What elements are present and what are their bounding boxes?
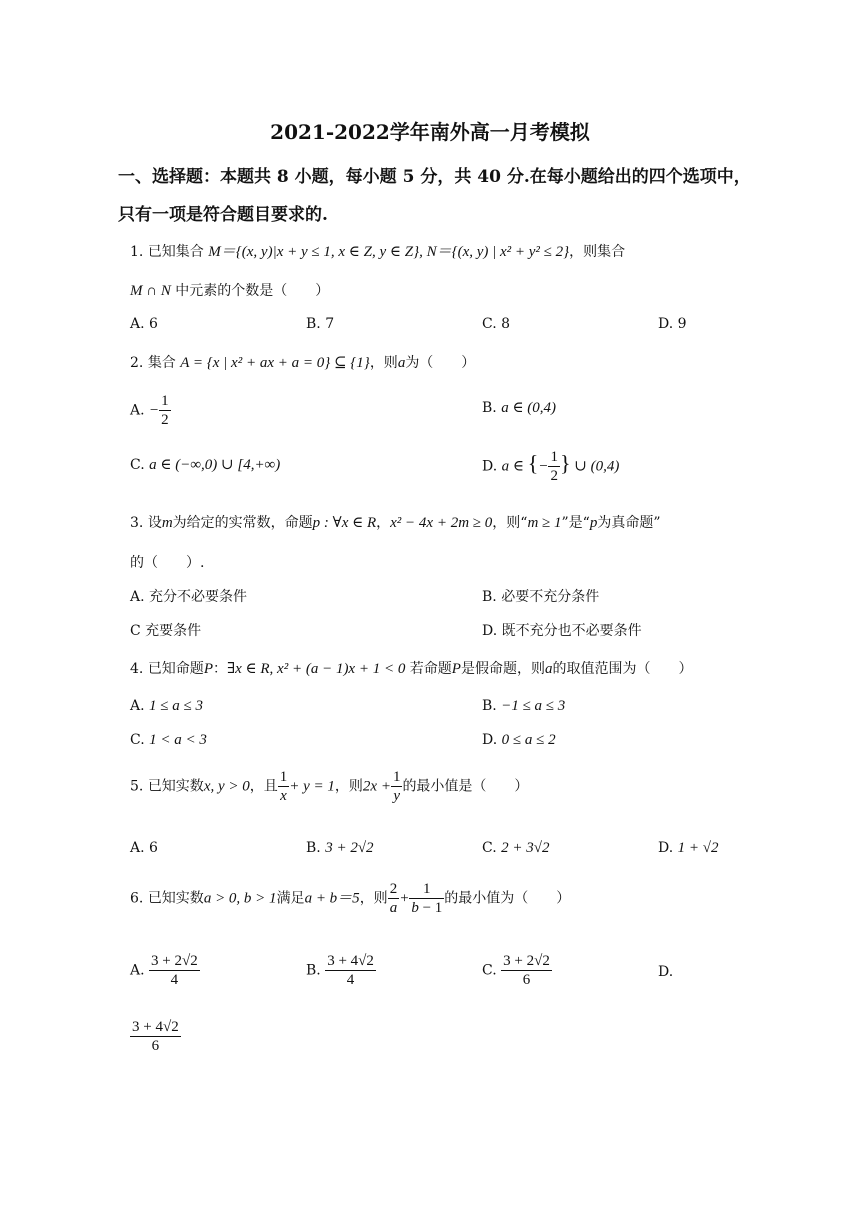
option-a: A. 6: [130, 840, 158, 856]
section-heading-line1: 一、选择题：本题共 8 小题，每小题 5 分，共 40 分.在每小题给出的四个选项中，: [118, 167, 751, 187]
question-number: 4.: [130, 661, 144, 677]
question-number: 5.: [130, 778, 144, 795]
question-1-stem: 1. 已知集合 M＝{(x, y)|x + y ≤ 1, x ∈ Z, y ∈ Z}, N＝{(x, y) | x² + y² ≤ 2}，则集合: [130, 244, 626, 260]
section-heading-line2: 只有一项是符合题目要求的.: [118, 205, 328, 225]
option-c: C. 8: [482, 316, 511, 332]
question-6-stem: 6. 已知实数a > 0, b > 1满足a + b＝5，则 $\frac{2}{a}$ + $\frac{1}{b - 1}$ 的最小值为（ ）: [130, 881, 571, 916]
question-number: 2.: [130, 355, 144, 371]
option-c: C. 2 + 3√2: [482, 840, 550, 856]
page-title: 2021-2022学年南外高一月考模拟: [270, 120, 590, 144]
option-d: D.: [658, 964, 674, 980]
option-c: C. 1 < a < 3: [130, 732, 207, 748]
question-1-stem-line2: M ∩ N 中元素的个数是（ ）: [130, 283, 330, 299]
question-4-stem: 4. 已知命题P：∃x ∈ R, x² + (a − 1)x + 1 < 0 若命题P是假命题，则a的取值范围为（ ）: [130, 661, 693, 677]
option-b: B. 必要不充分条件: [482, 589, 600, 605]
set-definition: A = {x | x² + ax + a = 0} ⊆ {1}: [180, 355, 370, 371]
option-d: D. 9: [658, 316, 687, 332]
question-number: 1.: [130, 244, 144, 260]
question-5-stem: 5. 已知实数x, y > 0，且 $\frac{1}{x}$ + y = 1，则2x + $\frac{1}{y}$ 的最小值是（ ）: [130, 769, 529, 804]
question-2-stem: 2. 集合 A = {x | x² + ax + a = 0} ⊆ {1}，则a为（ ）: [130, 355, 476, 371]
option-b: B. a ∈ (0,4): [482, 400, 557, 416]
option-b: B. $\frac{3 + 4√2}{4}$: [306, 953, 374, 988]
set-definition: M＝{(x, y)|x + y ≤ 1, x ∈ Z, y ∈ Z}, N＝{(x, y) | x² + y² ≤ 2}: [208, 244, 570, 260]
question-number: 6.: [130, 890, 144, 907]
option-c: C. $\frac{3 + 2√2}{6}$: [482, 953, 550, 988]
option-d: D. 既不充分也不必要条件: [482, 623, 642, 639]
option-b: B. 7: [306, 316, 335, 332]
option-b: B. 3 + 2√2: [306, 840, 374, 856]
question-number: 3.: [130, 515, 144, 531]
question-3-stem: 3. 设m为给定的实常数，命题p : ∀x ∈ R，x² − 4x + 2m ≥ 0，则“m ≥ 1”是“p为真命题”: [130, 515, 661, 531]
option-b: B. −1 ≤ a ≤ 3: [482, 698, 566, 714]
option-a: A. 充分不必要条件: [130, 589, 248, 605]
option-d: D. a ∈ {− $\frac{1}{2}$ } ∪ (0,4): [482, 449, 620, 484]
question-3-stem-line2: 的（ ）.: [130, 555, 205, 571]
option-c: C. a ∈ (−∞,0) ∪ [4,+∞): [130, 457, 281, 473]
option-d-value: $\frac{3 + 4√2}{6}$: [132, 1019, 179, 1054]
option-c: C 充要条件: [130, 623, 202, 639]
option-d: D. 1 + √2: [658, 840, 719, 856]
option-a: A. 1 ≤ a ≤ 3: [130, 698, 203, 714]
option-a: A. $\frac{3 + 2√2}{4}$: [130, 953, 198, 988]
option-a: A. − $\frac{1}{2}$: [130, 393, 169, 428]
option-a: A. 6: [130, 316, 158, 332]
option-d: D. 0 ≤ a ≤ 2: [482, 732, 556, 748]
